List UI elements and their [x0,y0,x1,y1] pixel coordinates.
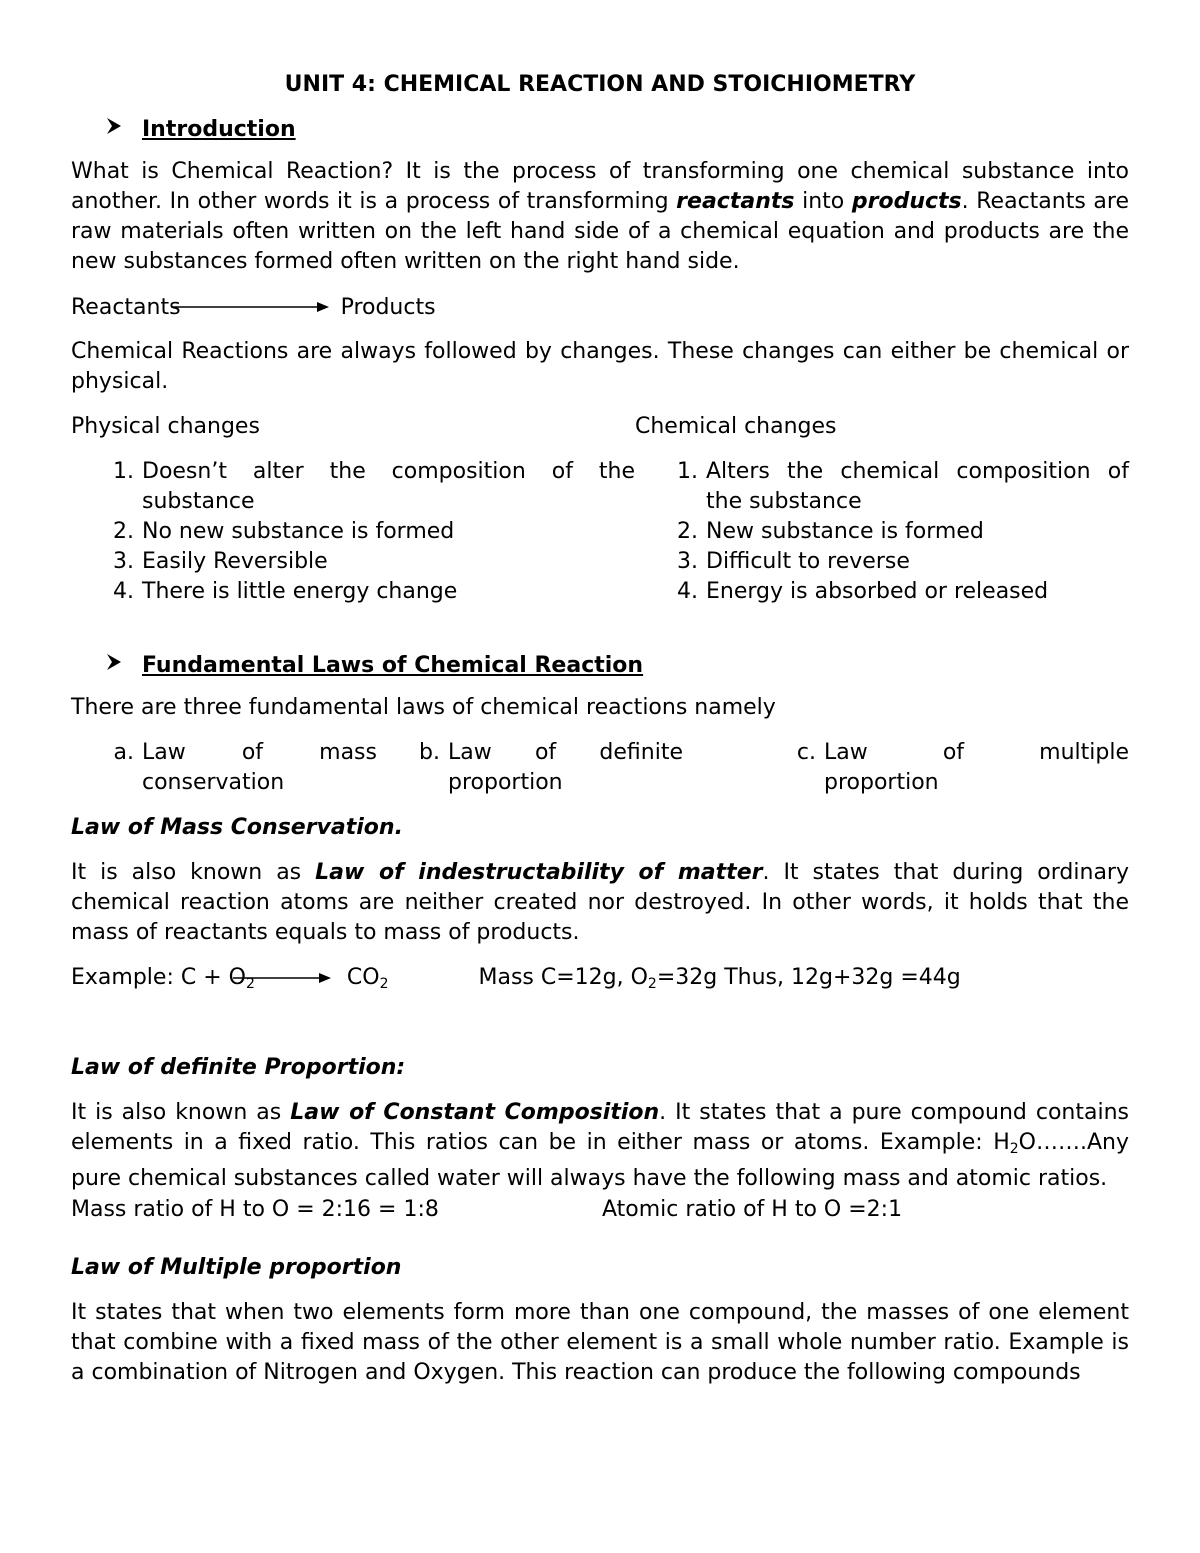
list-item: 3. Difficult to reverse [677,549,910,574]
multiple-proportion-paragraph: It states that when two elements form more than one compound, the masses of one element that combine with a fixed mass of the other element is a small whole number ratio. Example is a combination of Nitrogen and Oxygen. This reaction can produce the following compounds [71,1300,1129,1385]
arrow-bullet-icon [104,116,142,142]
chemical-changes-column [635,412,1129,607]
mass-conservation-paragraph: It is also known as Law of indestructability of matter. It states that during ordinary chemical reaction atoms are neither created nor destroyed. In other words, it holds that the mass of reactants equals to mass of products. [71,860,1129,945]
intro-text-c: . Reactants are raw materials often written on the left hand side of a chemical equation and products are the new substances formed often written on the right hand side. [71,189,1129,274]
reaction-arrow-row [71,292,1129,322]
physical-changes-column [71,412,635,607]
constant-composition-term: Law of Constant Composition [290,1100,660,1125]
list-item: a. Law of mass conservation [113,740,377,795]
definite-proportion-paragraph: It is also known as Law of Constant Composition. It states that a pure compound contains elements in a fixed ratio. This ratios can be in either mass or atoms. Example: $H_2O\dots\dots.Any$ pure chemical substances called water will always have the following mass and atomic ratios. [71,1100,1129,1191]
list-item: c. Law of multiple proportion [796,740,1129,795]
chemical-changes-list [635,457,1129,607]
intro-paragraph [71,157,1129,277]
multiple-proportion-title: Law of Multiple proportion [71,1255,402,1280]
reactants-term: reactants [676,189,795,214]
example-product: $CO_2$ [346,964,389,992]
chemical-changes-title: Chemical changes [635,414,837,439]
mass-conservation-title: Law of Mass Conservation. [71,815,403,840]
definite-proportion-title: Law of definite Proportion: [71,1055,406,1080]
list-item: 1. Alters the chemical composition of the substance [677,459,1129,514]
list-item: 2. No new substance is formed [113,519,455,544]
changes-columns [71,412,1129,607]
mass-ratio: Mass ratio of H to O = 2:16 = 1:8 [71,1196,439,1222]
intro-heading [104,116,1129,142]
changes-paragraph: Chemical Reactions are always followed by changes. These changes can either be chemical or physical. [71,339,1129,394]
arrow-bullet-icon [104,652,142,678]
list-item: 1. Doesn’t alter the composition of the substance [113,459,635,514]
example-reactants: Example: $C + O_2$ [71,964,255,992]
list-item: 4. There is little energy change [113,579,458,604]
intro-text-b: into [794,189,852,214]
physical-changes-list [71,457,635,607]
intro-heading-text: Introduction [142,116,296,142]
products-label: Products [340,294,436,320]
laws-heading-text: Fundamental Laws of Chemical Reaction [142,652,644,678]
list-item: 4. Energy is absorbed or released [677,579,1049,604]
document-title: UNIT 4: CHEMICAL REACTION AND STOICHIOMETRY [284,72,916,97]
reaction-arrow-icon [171,297,331,317]
document-page [71,72,1129,1388]
ratio-row [71,1194,1129,1224]
intro-text-a: What is Chemical Reaction? It is the process of transforming one chemical substance into another. In other words it is a process of transforming [71,159,1129,214]
list-item: b. Law of definite proportion [419,740,683,795]
list-item: 3. Easily Reversible [113,549,328,574]
products-term: products [851,189,962,214]
list-item: 2. New substance is formed [677,519,984,544]
physical-changes-title: Physical changes [71,414,260,439]
indestructability-term: Law of indestructability of matter [315,860,763,885]
laws-list [71,738,1129,798]
atomic-ratio: Atomic ratio of H to O =2:1 [602,1196,903,1222]
example-mass: Mass C=12g, $O_2=32g$ Thus, 12g+32g =44g [478,964,961,992]
laws-heading [104,652,1129,678]
mass-example-row [71,963,1129,993]
reactants-label: Reactants [71,294,181,320]
reaction-arrow-icon [233,968,333,988]
laws-intro: There are three fundamental laws of chemical reactions namely [71,695,776,720]
